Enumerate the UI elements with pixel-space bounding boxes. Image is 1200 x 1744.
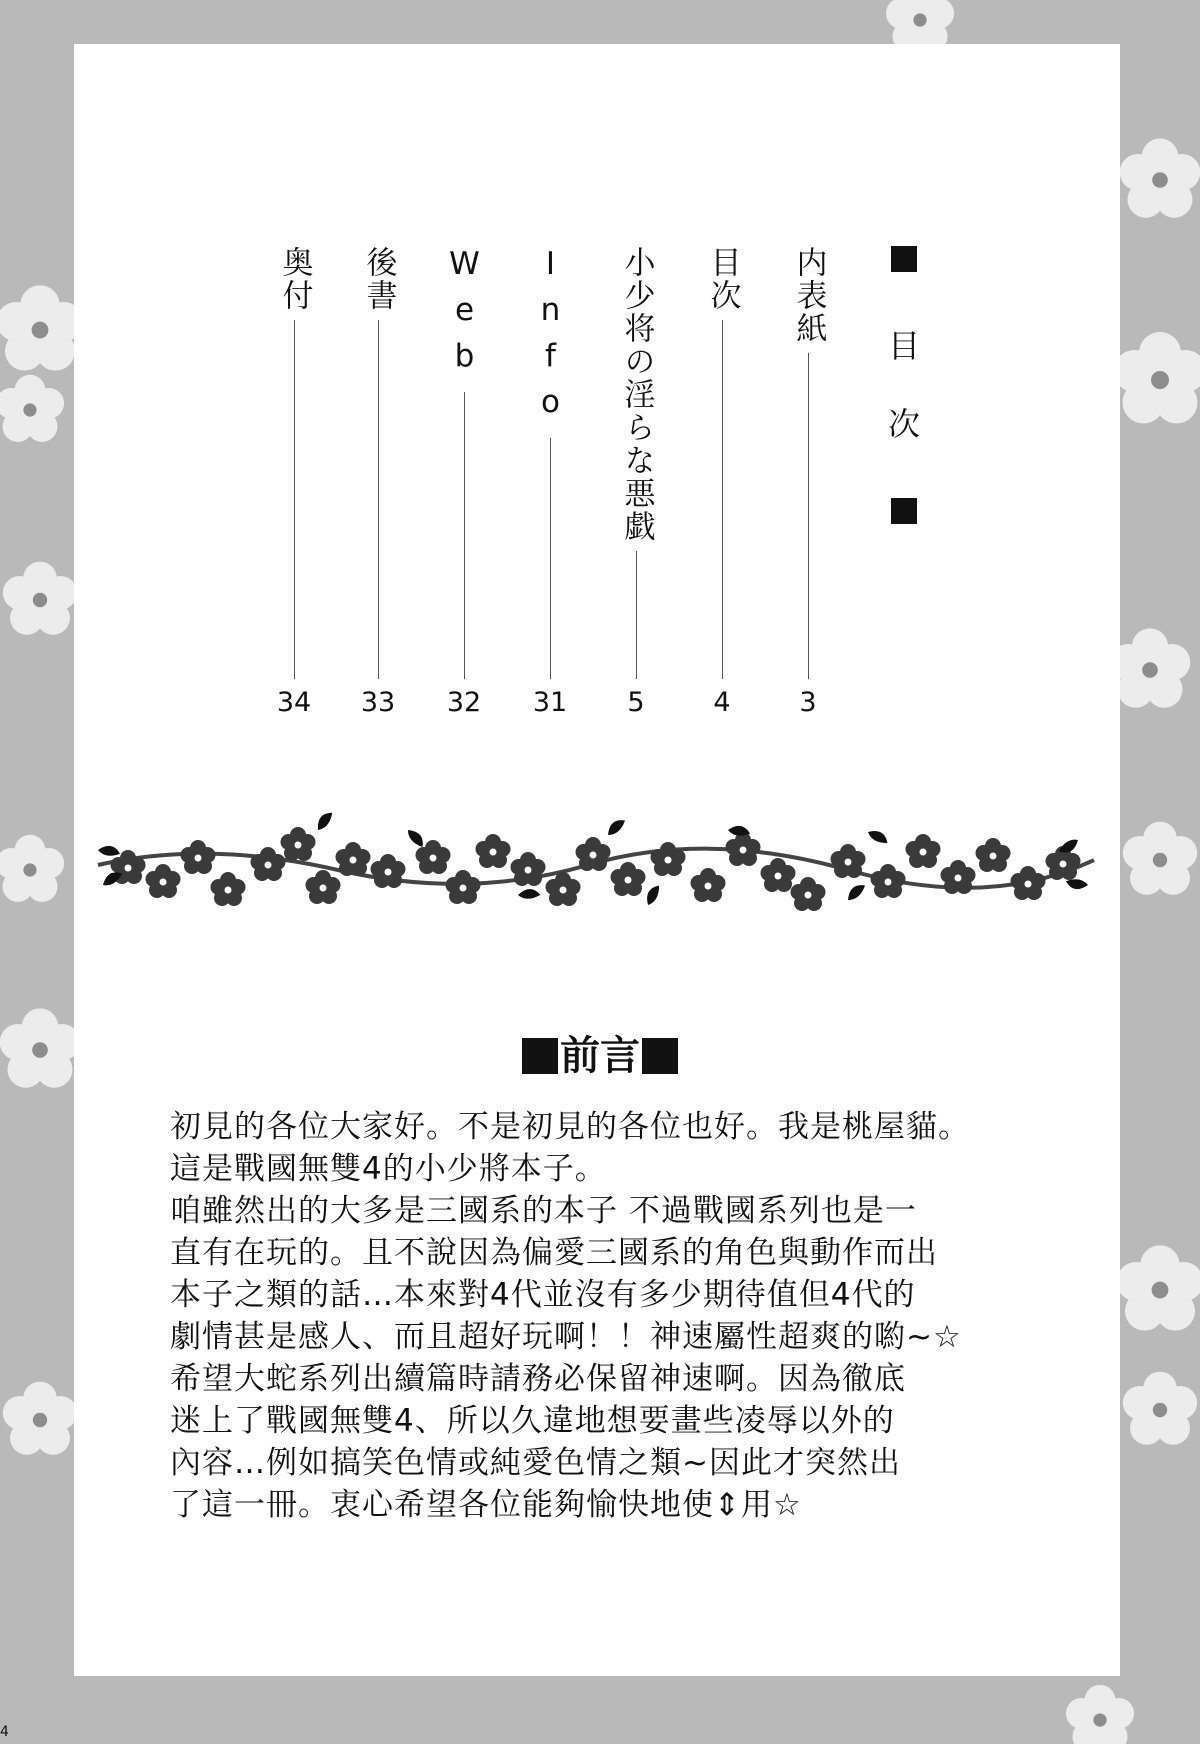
toc-entry-page: 31 xyxy=(532,687,568,718)
toc-entry-page: 5 xyxy=(627,687,645,718)
preface-line: 初見的各位大家好。不是初見的各位也好。我是桃屋貓。 xyxy=(170,1109,970,1145)
square-bullet-icon xyxy=(891,498,917,524)
preface-line: 內容…例如搞笑色情或純愛色情之類~因此才突然出 xyxy=(170,1445,901,1481)
square-bullet-icon xyxy=(642,1038,678,1074)
toc-leader-line xyxy=(550,438,551,679)
toc-entry-title: Web xyxy=(446,246,483,384)
preface-title xyxy=(0,1033,1200,1079)
toc-entry xyxy=(442,246,486,716)
toc-entry xyxy=(614,246,658,716)
toc-leader-line xyxy=(722,320,723,679)
page-number: 4 xyxy=(0,1724,9,1740)
toc-leader-line xyxy=(378,320,379,679)
toc-entry-page: 3 xyxy=(799,687,817,718)
square-bullet-icon xyxy=(891,246,917,272)
toc-entry xyxy=(700,246,744,716)
toc-entry xyxy=(272,246,316,716)
toc-entry-page: 33 xyxy=(360,687,396,718)
toc-entry xyxy=(528,246,572,716)
preface-title-text: 前言 xyxy=(560,1033,640,1079)
square-bullet-icon xyxy=(522,1038,558,1074)
toc-entry-title: 内表紙 xyxy=(790,246,827,345)
toc-entry-page: 32 xyxy=(446,687,482,718)
preface-line: 劇情甚是感人、而且超好玩啊！！神速屬性超爽的喲~☆ xyxy=(170,1319,962,1355)
toc-entry xyxy=(786,246,830,716)
preface-line: 直有在玩的。且不說因為偏愛三國系的角色與動作而出 xyxy=(170,1235,938,1271)
toc-heading-char: 目 xyxy=(887,327,920,365)
toc-heading-char: 次 xyxy=(887,405,920,443)
toc-entry-title: Info xyxy=(532,246,569,430)
toc-entry-title: 後書 xyxy=(360,246,397,312)
preface-line: 希望大蛇系列出續篇時請務必保留神速啊。因為徹底 xyxy=(170,1361,906,1397)
toc-entry-page: 4 xyxy=(713,687,731,718)
toc-leader-line xyxy=(636,551,637,679)
preface-line: 咱雖然出的大多是三國系的本子 不過戰國系列也是一 xyxy=(170,1193,917,1229)
preface-line: 了這一冊。衷心希望各位能夠愉快地使⇕用☆ xyxy=(170,1487,802,1523)
preface-line: 本子之類的話…本來對4代並沒有多少期待值但4代的 xyxy=(170,1277,916,1313)
toc-leader-line xyxy=(294,320,295,679)
toc-entry-page: 34 xyxy=(276,687,312,718)
preface-line: 迷上了戰國無雙4、所以久違地想要畫些凌辱以外的 xyxy=(170,1403,895,1439)
toc-leader-line xyxy=(808,353,809,679)
blossom-divider xyxy=(88,810,1104,930)
toc-entry xyxy=(356,246,400,716)
toc-entry-title: 奥付 xyxy=(276,246,313,312)
toc-entry-title: 目次 xyxy=(704,246,741,312)
toc-leader-line xyxy=(464,392,465,679)
toc-heading xyxy=(882,246,926,524)
preface-line: 這是戰國無雙4的小少將本子。 xyxy=(170,1151,607,1187)
toc-entry-title: 小少将の淫らな悪戯 xyxy=(618,246,655,543)
preface-body xyxy=(170,1106,1070,1526)
